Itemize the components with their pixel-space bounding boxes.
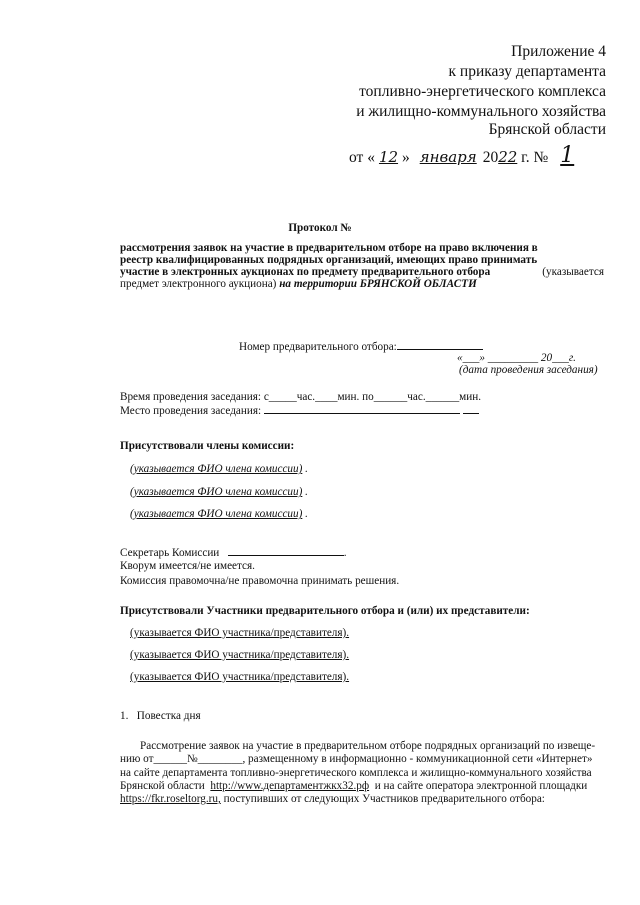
meeting-place: Место проведения заседания: <box>120 403 479 419</box>
meeting-time: Время проведения заседания: с_____час.____мин. по______час.______мин. <box>120 391 482 403</box>
annex-line-order: к приказу департамента <box>448 63 606 80</box>
quorum-line: Кворум имеется/не имеется. <box>120 560 255 572</box>
members-heading: Присутствовали члены комиссии: <box>120 440 295 452</box>
member-item: (указывается ФИО члена комиссии) . <box>130 508 308 520</box>
annex-line-department: топливно-энергетического комплекса <box>359 83 606 100</box>
selection-date: «___» _________ 20___г. <box>457 352 576 364</box>
participants-heading: Присутствовали Участники предварительного отбора и (или) их представители: <box>120 605 530 617</box>
agenda-paragraph-line: нию от______№________, размещенному в информационно - коммуникационной сети «Интернет» <box>120 753 593 765</box>
member-item: (указывается ФИО члена комиссии) . <box>130 463 308 475</box>
competence-line: Комиссия правомочна/не правомочна принимать решения. <box>120 575 400 587</box>
agenda-paragraph-line: Рассмотрение заявок на участие в предварительном отборе подрядных организаций по извеще- <box>140 740 596 752</box>
order-year: 22 <box>498 148 518 166</box>
annex-line-region: Брянской области <box>488 121 606 138</box>
annex-number: Приложение 4 <box>511 43 606 60</box>
order-day: 12 <box>378 148 399 166</box>
agenda-paragraph-line: Брянской области http://www.департаментжкх32.рф и на сайте оператора электронной площадки <box>120 780 588 792</box>
agenda-paragraph-line: на сайте департамента топливно-энергетического комплекса и жилищно-коммунального хозяйства <box>120 767 592 779</box>
selection-date-caption: (дата проведения заседания) <box>459 364 598 376</box>
annex-line-housing: и жилищно-коммунального хозяйства <box>356 103 606 120</box>
selection-number: Номер предварительного отбора: <box>239 339 483 355</box>
agenda-heading: 1. Повестка дня <box>120 710 201 722</box>
order-date-line: от « 12 » января 2022 г. № 1 <box>349 143 584 168</box>
order-number: 1 <box>560 143 575 168</box>
member-item: (указывается ФИО члена комиссии) . <box>130 486 308 498</box>
protocol-subtitle-4: предмет электронного аукциона) на территории БРЯНСКОЙ ОБЛАСТИ <box>120 278 477 290</box>
protocol-subtitle-3: участие в электронных аукционах по предмету предварительного отбора (указывается <box>120 266 604 278</box>
participant-item: (указывается ФИО участника/представителя). <box>130 627 350 639</box>
order-month: января <box>419 148 477 166</box>
department-site-link[interactable]: http://www.департаментжкх32.рф <box>210 780 370 792</box>
agenda-paragraph-line: https://fkr.roseltorg.ru, поступивших от следующих Участников предварительного отбора: <box>120 793 545 805</box>
participant-item: (указывается ФИО участника/представителя). <box>130 649 350 661</box>
participant-item: (указывается ФИО участника/представителя). <box>130 671 350 683</box>
protocol-subtitle-2: реестр квалифицированных подрядных организаций, имеющих право принимать <box>120 254 538 266</box>
protocol-subtitle-1: рассмотрения заявок на участие в предварительном отборе на право включения в <box>120 242 538 254</box>
roseltorg-link[interactable]: https://fkr.roseltorg.ru, <box>120 793 221 805</box>
protocol-title: Протокол № <box>288 222 352 234</box>
secretary-line: Секретарь Комиссии . <box>120 547 347 559</box>
